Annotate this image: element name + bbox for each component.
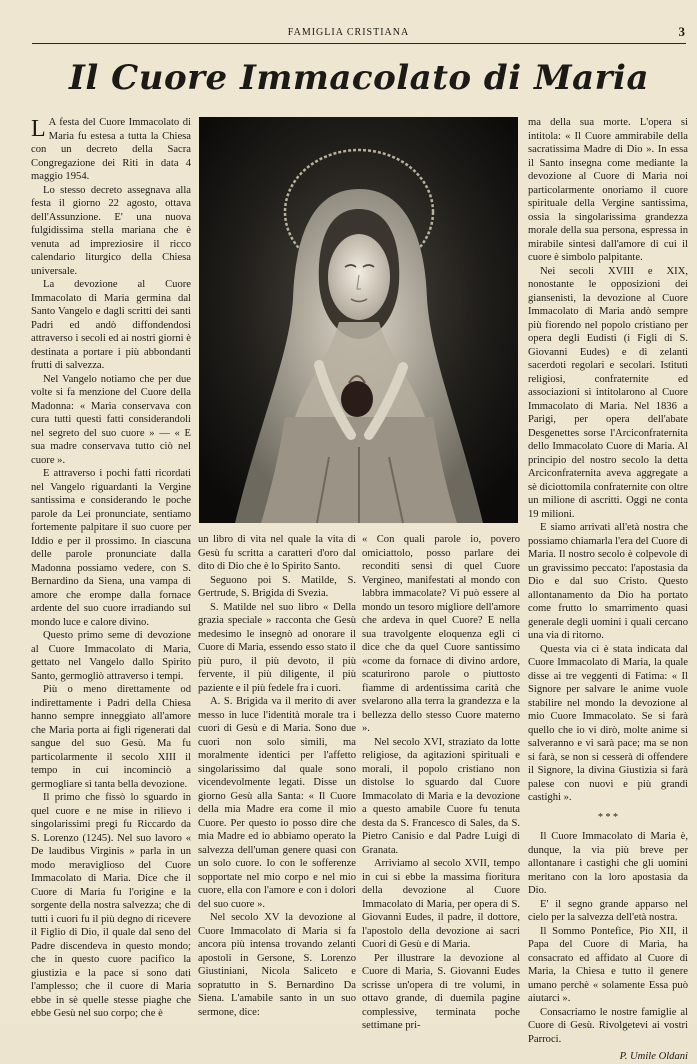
first-paragraph [31, 116, 191, 184]
paragraph: un libro di vita nel quale la vita di Gesù fu scritta a caratteri d'oro dal dito di Dio che è lo Spirito Santo. [198, 534, 356, 572]
paragraph: Per illustrare la devozione al Cuore di Maria, S. Giovanni Eudes scrisse un'opera di tre volumi, in ottavo grande, di duemila pagine complessive, terminata poche settimane pri- [362, 952, 520, 1031]
text-column-1 [31, 116, 191, 1019]
paragraph: Il Sommo Pontefice, Pio XII, il Papa del Cuore di Maria, ha consacrato ed affidato al Cuore di Maria, la Chiesa e tutto il genere umano perchè « solamente Essa può aiutarci ». [528, 925, 688, 1004]
paragraph: Nel secolo XVI, straziato da lotte religiose, da agitazioni spirituali e morali, il popolo cristiano non distolse lo sguardo dal Cuore Immacolato di Maria e la devozione a questo amabile Cuore fu tenuta desta da S. Francesco di Sales, da S. Pietro Canisio e dal Padre Luigi di Granata. [362, 736, 520, 856]
paragraph: ma della sua morte. L'opera si intitola: « Il Cuore ammirabile della sacratissima Madre di Dio ». In essa il Santo insegna come mediante la devozione al Cuore di Maria noi particolarmente onoriamo il cuore spirituale della Vergine santissima, ossia la singolarissima grandezza morale della sua persona, espressa in mirabile sintesi dall'amore di cui il cuore è simbolo palpitante. [528, 117, 688, 263]
paragraph: Seguono poi S. Matilde, S. Gertrude, S. Brigida di Svezia. [198, 574, 356, 599]
paragraph: Il Cuore Immacolato di Maria è, dunque, la via più breve per allontanare i castighi che gli uomini meritano con la loro apostasia da Dio. [528, 831, 688, 896]
paragraph: « Con quali parole io, povero omiciattolo, posso parlare dei reconditi sensi di quel Cuore Vergineo, manifestati al mondo con labbra immacolate? Vi può essere al mondo un tesoro migliore dell'amore che ardeva in quel Cuore? E nella sua travolgente eloquenza egli ci dice che da quel Cuore santissimo «come da fornace di divino ardore, scaturirono parole o piuttosto fiamme di ardentissima carità che svelarono alla terra la grandezza e la bellezza dello stesso Cuore materno ». [362, 534, 520, 734]
paragraph: La devozione al Cuore Immacolato di Maria germina dal Santo Vangelo e dagli scritti dei santi Padri ed andò diffondendosi attraverso i secoli ed ai nostri giorni è destinata a portare i più abbondanti frutti di salvezza. [31, 279, 191, 371]
text-column-2 [198, 533, 356, 1018]
paragraph: E siamo arrivati all'età nostra che possiamo chiamarla l'era del Cuore di Maria. Il nostro secolo è colpevole di un gravissimo peccato: l'apostasia da Dio e dal suo Cristo. Questo allontanamento da Dio ha portato come frutto lo smarrimento quasi generale degli uomini i quali cercano una via di ritorno. [528, 522, 688, 641]
paragraph: E' il segno grande apparso nel cielo per la salvezza dell'età nostra. [528, 898, 688, 923]
paragraph: Nel Vangelo notiamo che per due volte si fa menzione del Cuore della Madonna: « Maria conservava con cura tutti questi fatti considerandoli nel segreto del suo cuore » — « E sua madre conservava tutto ciò nel cuore ». [31, 373, 191, 466]
paragraph: S. Matilde nel suo libro « Della grazia speciale » racconta che Gesù medesimo le insegnò ad onorare il Cuore di Maria, essendo esso stato il più puro, il più devoto, il più fervente, il più diligente, il più paziente e il più fedele fra i cuori. [198, 601, 356, 694]
drop-cap: L [31, 116, 46, 142]
madonna-illustration [199, 117, 518, 523]
header-rule [32, 43, 686, 44]
paragraph: Arriviamo al secolo XVII, tempo in cui si ebbe la massima fioritura della devozione al Cuore Immacolato di Maria, per opera di S. Giovanni Eudes, il padre, il dottore, l'apostolo della devozione ai sacri Cuori di Gesù e di Maria. [362, 858, 520, 950]
paragraph: Il primo che fissò lo sguardo in quel cuore e ne mise in rilievo i singolarissimi pregi fu Riccardo da S. Lorenzo (1245). Nel suo lavoro « De laudibus Virginis » parla in un modo meraviglioso del Cuore Immacolato di Maria. Dice che il Cuore di Maria fu l'origine e la sorgente della nostra salvezza; che di tutti i cuori fu il più degno di ricevere il Figlio di Dio, il quale dal seno del Padre discendeva in questo mondo; che in questo cuore pacifico la giustizia e la pace si sono dati l'amplesso; che il cuore di Maria ebbe in sè quelle stesse piaghe che ebbe Gesù nel suo corpo; che è [31, 792, 191, 1019]
paragraph: Lo stesso decreto assegnava alla festa il giorno 22 agosto, ottava dell'Assunzione. E' una nuova fulgidissima stella mariana che è venuta ad impreziosire il ricco calendario liturgico della Chiesa universale. [31, 184, 191, 277]
first-paragraph-text: A festa del Cuore Immacolato di Maria fu estesa a tutta la Chiesa con un decreto della Sacra Congregazione dei Riti in data 4 maggio 1954. [31, 117, 191, 182]
paragraph: Questa via ci è stata indicata dal Cuore Immacolato di Maria, la quale disse ai tre veggenti di Fatima: « Il Signore per salvare le anime vuole stabilire nel mondo la devozione al mio Cuore Immacolato. Se si farà quello che io vi dirò, molte anime si salveranno e vi sarà pace; ma se non si farà, se non si cesserà di offendere il Signore, la divina Giustizia si farà palese con nuovi e più grandi castighi ». [528, 643, 688, 803]
paragraph: E attraverso i pochi fatti ricordati nel Vangelo riguardanti la Vergine santissima e considerando le poche parole da Lei pronunciate, sentiamo fortemente palpitare il suo cuore per Iddio e per il prossimo. In ciascuna delle parole pronunciate dalla Madonna possiamo vedere, con S. Bernardino da Siena, una vampa di amore che erompe dalla fornace ardente del suo cuore irradiando sul mondo luce e calore divino. [31, 468, 191, 628]
paragraph: Nei secoli XVIII e XIX, nonostante le opposizioni dei giansenisti, la devozione al Cuore Immacolato di Maria andò sempre più fiorendo nel popolo cristiano per opera degli Eudisti (i Figli di S. Giovanni Eudes) e di zelanti sacerdoti regolari e secolari. Istituti religiosi, confraternite ed associazioni si intitolarono al Cuore Immacolato di Maria. Nel 1836 a Parigi, per opera dell'abate Desgenettes sorse l'Arciconfraternita dello Immacolato Cuore di Maria. Al principio del nostro secolo la detta Arciconfraternita aveva aggregate a sè diciottomila confraternite con oltre un milione di ascritti. Oggi ne conta 19 milioni. [528, 265, 688, 520]
page-number: 3 [678, 24, 685, 39]
madonna-portrait-image [199, 117, 518, 523]
paragraph: Nel secolo XV la devozione al Cuore Immacolato di Maria si fa ancora più intensa trovando zelanti apostoli in Gersone, S. Lorenzo Giustiniani, Nicola Saliceto e sopratutto in S. Bernardino Da Siena. L'amabile santo in un suo sermone, dice: [198, 912, 356, 1018]
text-column-4 [528, 116, 688, 1062]
paragraph: Questo primo seme di devozione al Cuore Immacolato di Maria, gettato nel Vangelo dallo Spirito Santo, germogliò attraverso i tempi. [31, 630, 191, 682]
author-signature: P. Umile Oldani [619, 1051, 688, 1062]
paragraph: A. S. Brigida va il merito di aver messo in luce l'identità morale tra i cuori di Gesù e di Maria. Sono due cuori non solo simili, ma moralmente identici per l'affetto singolarissimo dal quale sono vicendevolmente legati. Disse un giorno Gesù alla Santa: « Il Cuore della mia Madre era come il mio Cuore. Per questo io posso dire che mia Madre ed io abbiamo operato la salvezza dell'uman genere quasi con un solo cuore. Io con le sofferenze sopportate nel mio corpo e nel mio cuore, ella con l'amore e con i dolori del suo cuore ». [198, 696, 356, 910]
section-separator: * * * [598, 811, 618, 823]
running-header: FAMIGLIA CRISTIANA [287, 27, 410, 38]
text-column-3 [362, 533, 520, 1031]
sacred-heart [341, 381, 373, 417]
article-title: Il Cuore Immacolato di Maria [69, 58, 649, 98]
paragraph: Più o meno direttamente od indirettamente i Padri della Chiesa hanno sempre inneggiato all'amore che Maria porta ai figli rigenerati dal sangue del suo Gesù. Ma fu particolarmente il secolo XIII il tempo in cui incominciò a germogliare sì tanta bella devozione. [31, 684, 191, 790]
paragraph: Consacriamo le nostre famiglie al Cuore di Gesù. Rivolgetevi ai vostri Parroci. [528, 1006, 688, 1045]
